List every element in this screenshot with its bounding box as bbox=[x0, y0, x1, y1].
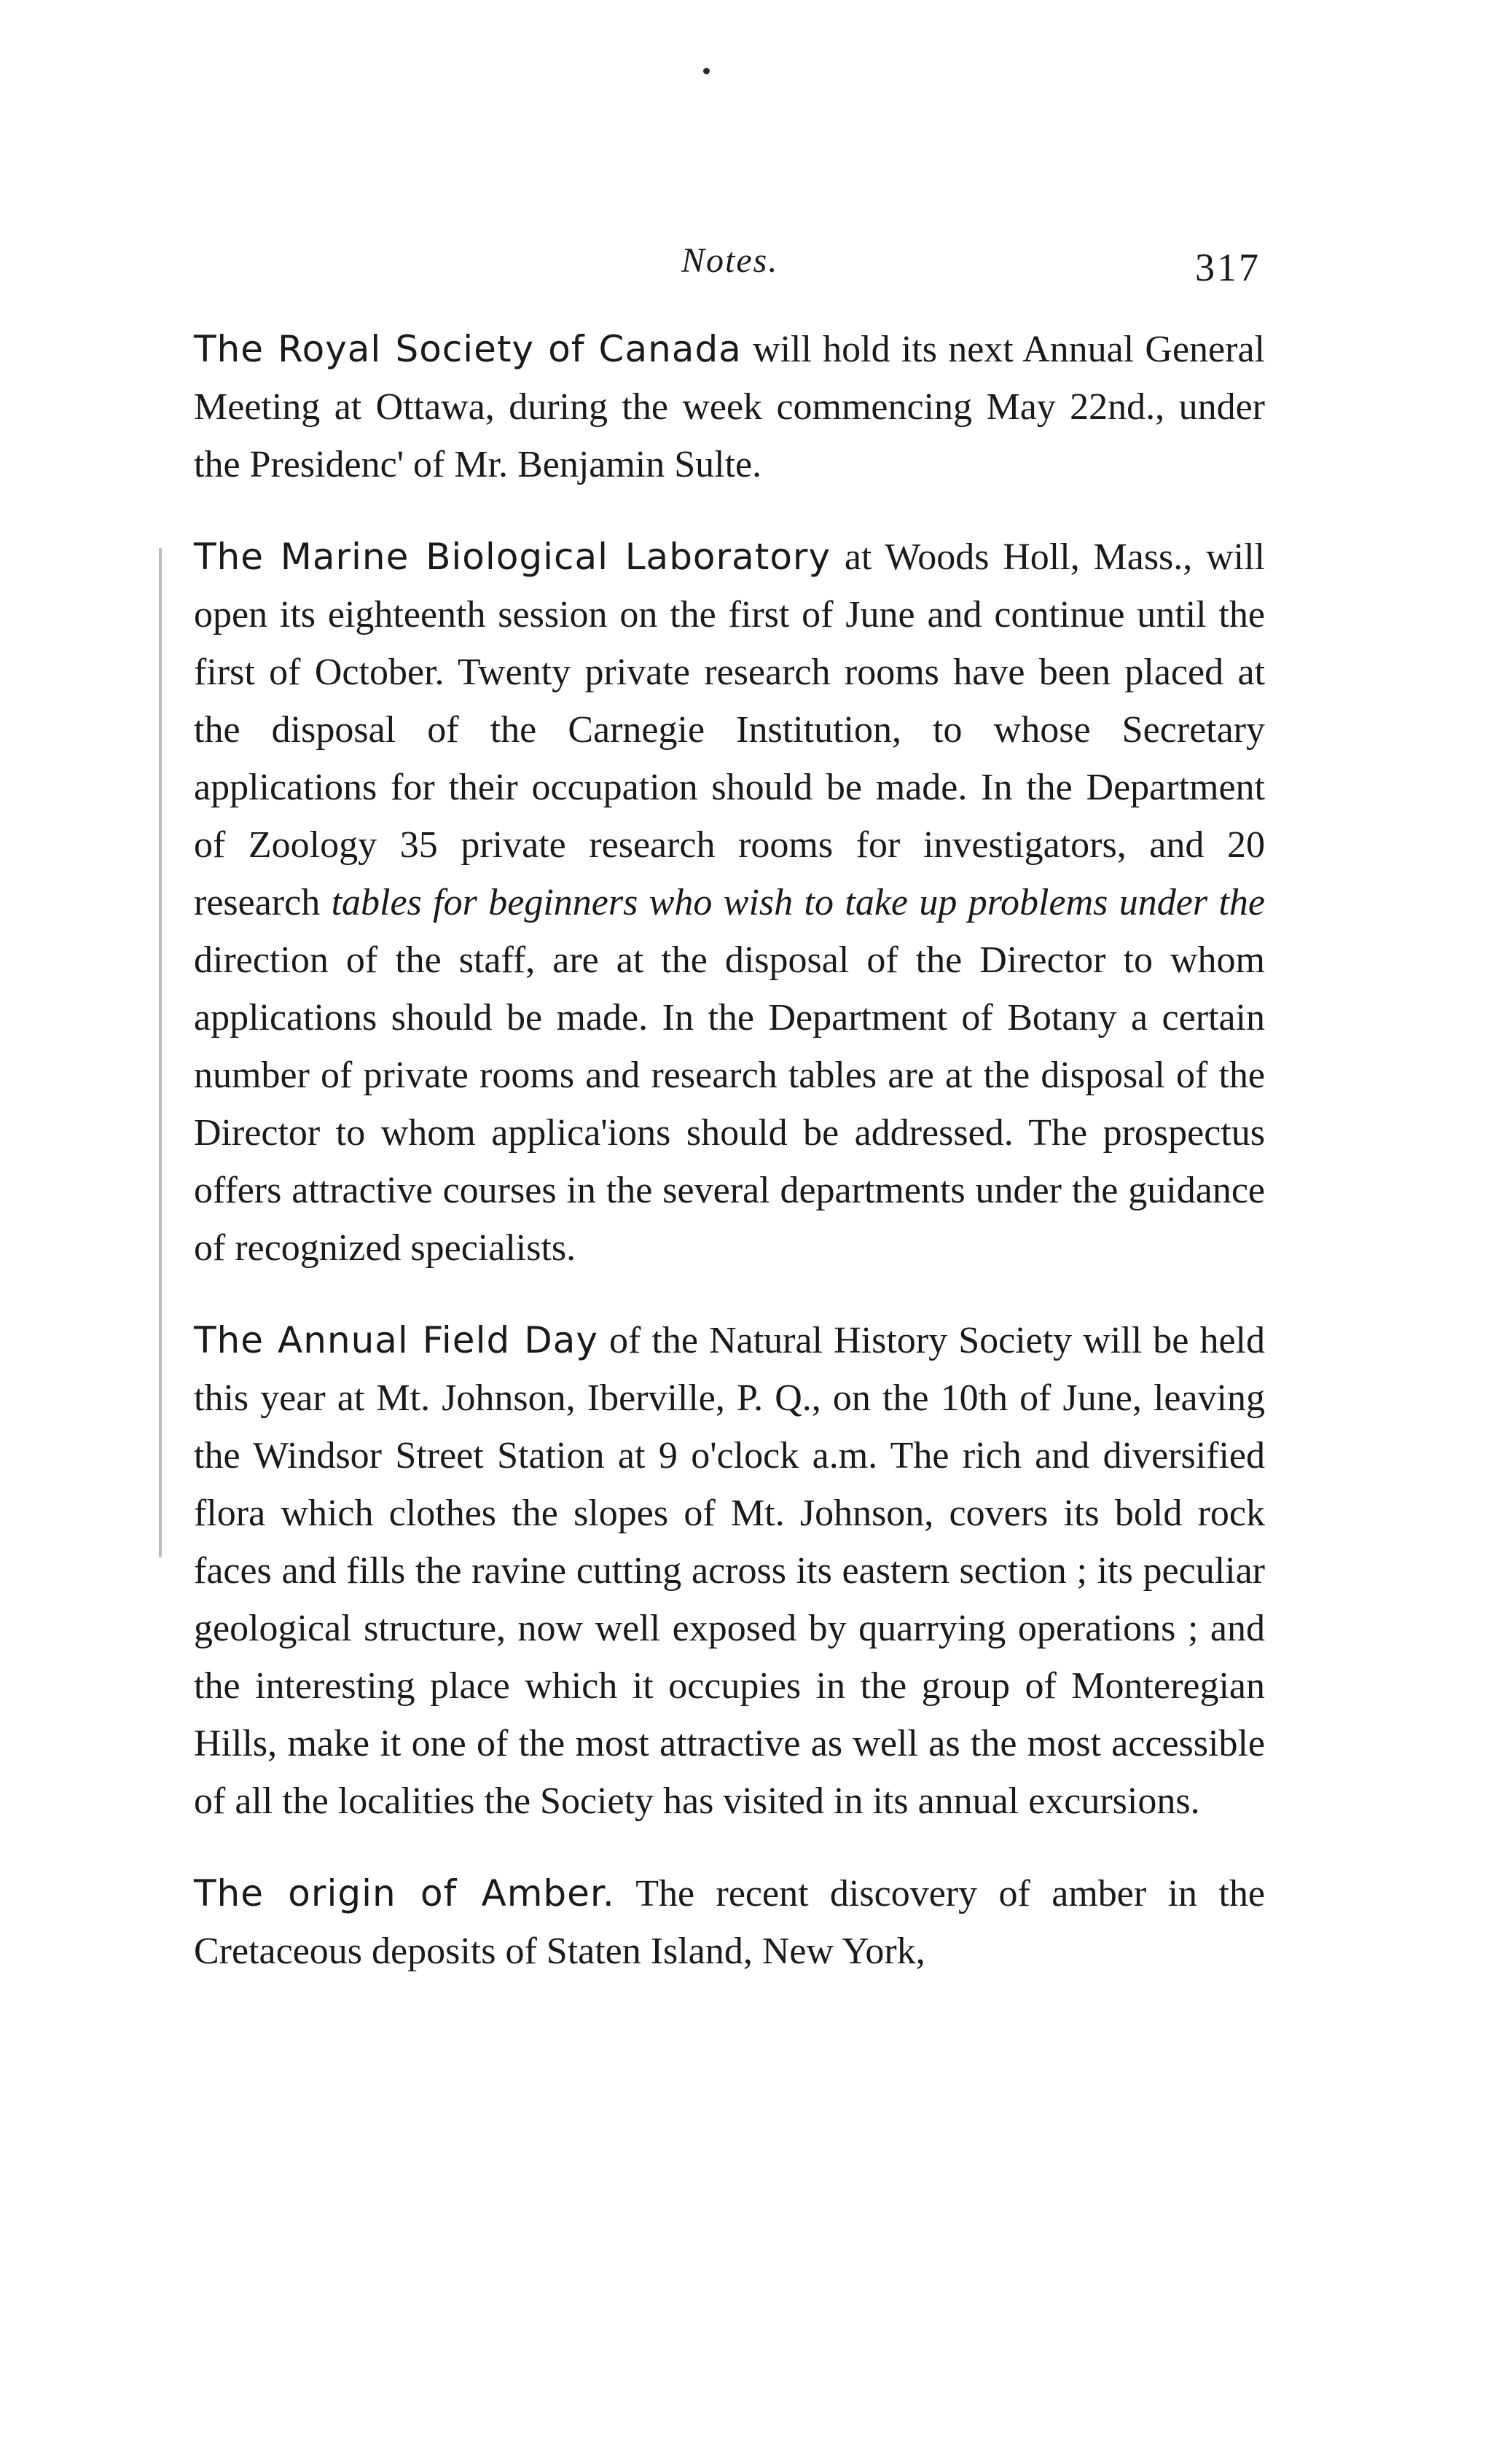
paragraph-annual-field-day bbox=[194, 1312, 1265, 1830]
paragraph-text: of the Natural History Society will be held this year at Mt. Johnson, Iberville, P. Q., on the 10th of June, leaving the Windsor Street Station at 9 o'clock a.m. The rich and diversified flora which clothes the slopes of Mt. Johnson, covers its bold rock faces and fills the ravine cutting across its eastern section ; its peculiar geological structure, now well exposed by quarrying operations ; and the interesting place which it occupies in the group of Monteregian Hills, make it one of the most attractive as well as the most accessible of all the localities the Society has visited in its annual excursions. bbox=[194, 1320, 1265, 1822]
running-title: Notes. bbox=[681, 241, 779, 280]
paragraph-lead: The Annual Field Day bbox=[194, 1319, 598, 1361]
paragraph-text: direction of the staff, are at the disposal of the Director to whom applications should be made. In the Department of Botany a certain number of private rooms and research tables are at the disposal of the Director to whom applica'ions should be addressed. The prospectus offers attractive courses in the several departments under the guidance of recognized specialists. bbox=[194, 939, 1265, 1269]
paragraph-royal-society bbox=[194, 321, 1265, 493]
paragraph-lead: The Royal Society of Canada bbox=[194, 328, 742, 370]
paragraph-origin-of-amber bbox=[194, 1865, 1265, 1980]
paragraph-lead: The origin of Amber. bbox=[194, 1872, 615, 1915]
paragraph-marine-biological-laboratory bbox=[194, 528, 1265, 1277]
paragraph-text: at Woods Holl, Mass., will open its eighteenth session on the first of June and continue until the first of October. Twenty private research rooms have been placed at the disposal of the Carnegie Institution, to whose Secretary applications for their occupation should be made. In the Department of Zoology 35 private research rooms for investigators, and 20 research bbox=[194, 536, 1266, 923]
page-body bbox=[194, 321, 1265, 2015]
paragraph-lead: The Marine Biological Laboratory bbox=[194, 536, 831, 578]
paragraph-text: The recent discovery of amber in the Cretaceous deposits of Staten Island, New York, bbox=[194, 1873, 1265, 1972]
page-number: 317 bbox=[1195, 246, 1261, 289]
margin-mark bbox=[159, 548, 162, 1557]
paragraph-italic-text: tables for beginners who wish to take up problems under the bbox=[331, 882, 1265, 923]
page-header bbox=[0, 240, 1496, 299]
paragraph-text: will hold its next Annual General Meeting at Ottawa, during the week commencing May 22nd., under the Presidenc' of Mr. Benjamin Sulte. bbox=[194, 329, 1265, 485]
ink-speck bbox=[703, 68, 710, 74]
